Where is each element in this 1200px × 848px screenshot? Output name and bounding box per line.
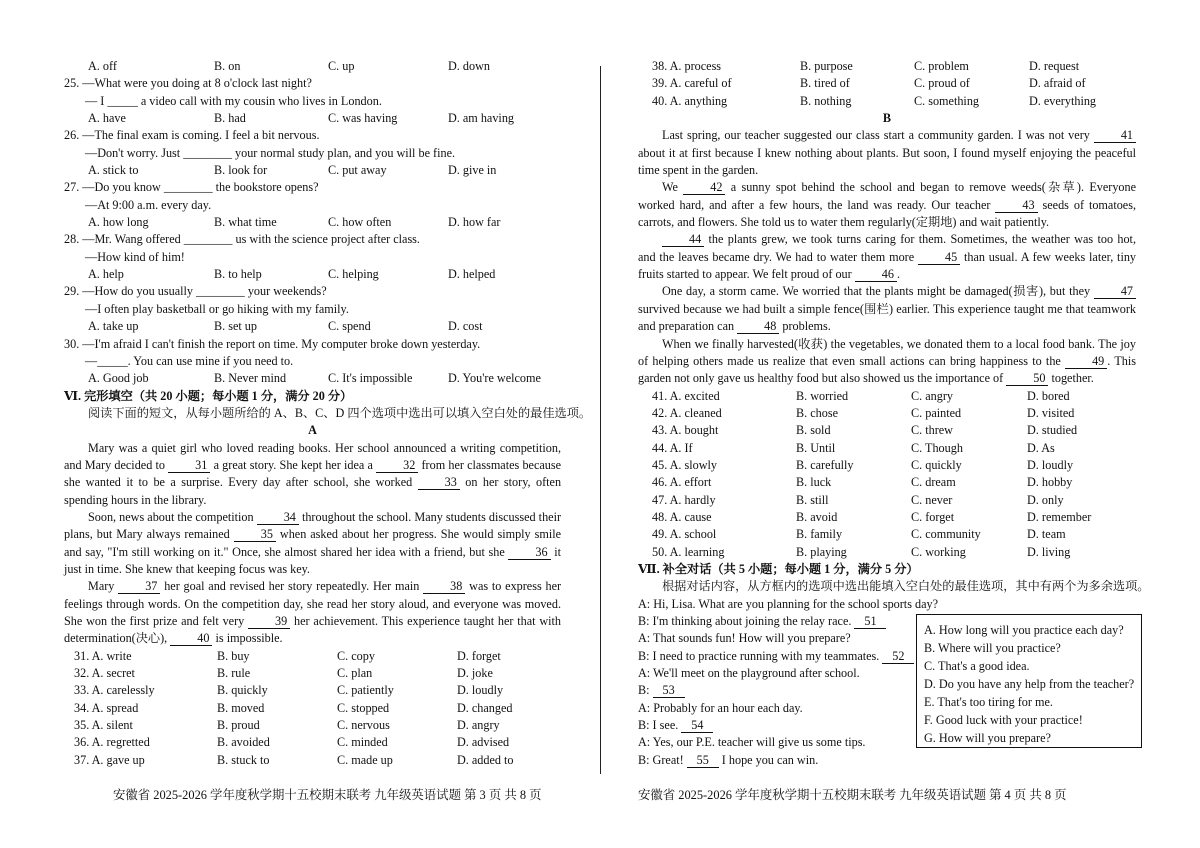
option-b: B. avoided <box>217 735 270 750</box>
dialogue-line: A: Hi, Lisa. What are you planning for the school sports day? <box>638 596 938 611</box>
section7-title: Ⅶ. 补全对话（共 5 小题；每小题 1 分，满分 5 分） <box>638 561 919 576</box>
option-c: C. Though <box>911 440 963 455</box>
option-b: B. luck <box>796 475 832 490</box>
option-d: D. changed <box>457 700 513 715</box>
dialogue-line: B: I'm thinking about joining the relay race. 51 <box>638 613 1136 630</box>
option-b: B. purpose <box>800 59 853 73</box>
blank-46: 46 <box>855 267 897 282</box>
option-d: D. studied <box>1027 423 1078 438</box>
option-a: 50. A. learning <box>652 544 725 559</box>
dialogue-line: B: I see. 54 <box>638 717 1136 734</box>
option-a: 43. A. bought <box>652 423 719 438</box>
question-text: 28. —Mr. Wang offered ________ us with the science project after class. <box>64 232 420 247</box>
response-text: —At 9:00 a.m. every day. <box>85 197 212 212</box>
option-c: C. It's impossible <box>328 371 413 386</box>
option-a: 37. A. gave up <box>74 752 145 767</box>
option-a: 49. A. school <box>652 527 717 542</box>
option-b: B. family <box>796 527 843 542</box>
footer-right: 安徽省 2025-2026 学年度秋学期十五校期末联考 九年级英语试题 第 4 页 共 8 页 <box>638 788 1067 802</box>
option-c: C. spend <box>328 319 371 334</box>
option-c: C. copy <box>337 648 375 663</box>
response-text: —Don't worry. Just ________ your normal study plan, and you will be fine. <box>85 145 456 160</box>
response-text: —I often play basketball or go hiking with my family. <box>85 301 349 316</box>
section6-title: Ⅵ. 完形填空（共 20 小题；每小题 1 分，满分 20 分） <box>64 388 353 403</box>
response-text: —_____. You can use mine if you need to. <box>85 353 294 368</box>
cloze-option-row <box>638 422 1136 439</box>
option-a: 41. A. excited <box>652 388 720 403</box>
option-d: D. angry <box>457 718 500 733</box>
left-page <box>64 58 592 769</box>
option-d: D. everything <box>1029 93 1097 108</box>
option-b: B. Never mind <box>214 371 287 386</box>
question-text: 27. —Do you know ________ the bookstore opens? <box>64 180 319 195</box>
option-b: B. chose <box>796 405 838 420</box>
passage-b-para-5: When we finally harvested(收获) the vegetables, we donated them to a local food bank. The joy of helping others made us realize that even small actions can bring happiness to the 49 . This garden not only gave us healthy food but also showed us the importance of 50 together. <box>638 336 1136 386</box>
footer-left: 安徽省 2025-2026 学年度秋学期十五校期末联考 九年级英语试题 第 3 页 共 8 页 <box>113 788 542 802</box>
blank-43: 43 <box>995 198 1037 213</box>
passage-b-para-3: 44 the plants grew, we took turns caring for them. Sometimes, the weather was too hot, and the leaves became dry. We had to water them more 45 than usual. A few weeks later, tiny fruits started to appear. We felt proud of our 46 . <box>638 232 1137 282</box>
question-text: 30. —I'm afraid I can't finish the report on time. My computer broke down yesterday. <box>64 336 481 351</box>
section7-instructions: 根据对话内容，从方框内的选项中选出能填入空白处的最佳选项，其中有两个为多余选项。 <box>662 579 1150 594</box>
option-c: C. forget <box>911 509 955 524</box>
option-a: A. help <box>88 267 124 282</box>
passage-b-para-4: One day, a storm came. We worried that the plants might be damaged(损害), but they 47 survived because we had built a simple fence(围栏) earlier. This experience taught me that teamwork and preparation can 48 problems. <box>638 284 1136 334</box>
blank-54: 54 <box>681 718 713 733</box>
dialogue-line: B: I need to practice running with my teammates. 52 <box>638 648 1136 665</box>
cloze-option-row <box>638 526 1136 543</box>
option-c: C. something <box>914 93 980 108</box>
option-b: B. Until <box>796 440 836 455</box>
option-a: A. how long <box>88 215 149 230</box>
blank-50: 50 <box>1006 371 1048 386</box>
cloze-option-row <box>64 648 561 665</box>
option-c: C. threw <box>911 423 953 438</box>
option-a: 40. A. anything <box>652 93 728 108</box>
blank-51: 51 <box>854 614 886 629</box>
option-b: B. buy <box>217 648 250 663</box>
option-b: B. worried <box>796 388 849 403</box>
option-a: 45. A. slowly <box>652 457 718 472</box>
passage-b-label: B <box>882 111 892 126</box>
option-c: C. quickly <box>911 457 962 472</box>
cloze-a-options <box>64 648 561 769</box>
option-d: D. visited <box>1027 405 1075 420</box>
blank-35: 35 <box>234 527 276 542</box>
option-a: A. take up <box>88 319 139 334</box>
option-b: B. sold <box>796 423 831 438</box>
blank-52: 52 <box>882 649 914 664</box>
cloze-option-row <box>638 457 1136 474</box>
question-options <box>64 214 561 231</box>
cloze-a-options-cont <box>638 58 1136 110</box>
option-b: B. look for <box>214 163 268 178</box>
passage-b-para-2: We 42 a sunny spot behind the school and began to remove weeds(杂草). Everyone worked hard, and after a few hours, the land was ready. Our teacher 43 seeds of tomatoes, carrots, and flowers. She told us to water them regularly(定期地) and wait patiently. <box>638 180 1137 230</box>
option-d: D. added to <box>457 752 514 767</box>
option-a: 31. A. write <box>74 648 132 663</box>
option-c: C. was having <box>328 111 398 126</box>
option-d: D. helped <box>448 267 496 282</box>
cloze-b-options <box>638 388 1136 561</box>
question-text: 25. —What were you doing at 8 o'clock last night? <box>64 76 312 91</box>
blank-42: 42 <box>683 180 725 195</box>
option-c: C. angry <box>911 388 953 403</box>
option-b: B. proud <box>217 718 260 733</box>
option-c: C. painted <box>911 405 962 420</box>
cloze-option-row <box>638 388 1136 405</box>
option-d: D. how far <box>448 215 501 230</box>
option-b: B. moved <box>217 700 265 715</box>
option-b: B. rule <box>217 666 251 681</box>
box-option: C. That's a good idea. <box>924 659 1030 673</box>
option-d: D. am having <box>448 111 515 126</box>
question-text: 29. —How do you usually ________ your weekends? <box>64 284 327 299</box>
option-b: B. carefully <box>796 457 854 472</box>
option-c: C. never <box>911 492 953 507</box>
option-a: 42. A. cleaned <box>652 405 722 420</box>
option-a: 46. A. effort <box>652 475 712 490</box>
box-option: D. Do you have any help from the teacher? <box>924 677 1135 691</box>
option-d: D. team <box>1027 527 1066 542</box>
blank-44: 44 <box>662 232 704 247</box>
dialogue-line: A: That sounds fun! How will you prepare? <box>638 631 851 646</box>
cloze-option-row <box>64 734 561 751</box>
passage-a-label: A <box>308 423 317 438</box>
section6-instructions: 阅读下面的短文，从每小题所给的 A、B、C、D 四个选项中选出可以填入空白处的最佳选项。 <box>88 405 592 420</box>
option-c: C. made up <box>337 752 393 767</box>
question-options <box>64 266 561 283</box>
option-d: D. advised <box>457 735 510 750</box>
blank-55: 55 <box>687 753 719 768</box>
option-d: D. living <box>1027 544 1071 559</box>
mc-questions <box>64 75 561 387</box>
blank-36: 36 <box>508 545 550 560</box>
option-b: B. to help <box>214 267 262 282</box>
cloze-option-row <box>638 474 1136 491</box>
cloze-option-row <box>638 509 1136 526</box>
option-c: C. patiently <box>337 683 394 698</box>
option-b: B. what time <box>214 215 277 230</box>
option-d: D. loudly <box>1027 457 1074 472</box>
blank-39: 39 <box>248 614 290 629</box>
box-option: B. Where will you practice? <box>924 641 1061 655</box>
option-d: D. hobby <box>1027 475 1073 490</box>
passage-a-para-1: Mary was a quiet girl who loved reading books. Her school announced a writing competition, and Mary decided to 31 a great story. She kept her idea a 32 from her classmates because she wanted it to be a surprise. Every day after school, she worked 33 on her story, often spending hours in the library. <box>64 440 562 507</box>
option-c: C. dream <box>911 475 956 490</box>
cloze-option-row <box>64 700 561 717</box>
blank-37: 37 <box>118 579 160 594</box>
option-a: A. Good job <box>88 371 149 386</box>
option-c: C. proud of <box>914 76 970 91</box>
option-d: D. loudly <box>457 683 504 698</box>
dialogue-line: A: Probably for an hour each day. <box>638 700 803 715</box>
option-c: C. problem <box>914 59 969 73</box>
option-b: B. had <box>214 111 246 126</box>
option-b: B. still <box>796 492 829 507</box>
option-c: C. plan <box>337 666 373 681</box>
response-text: —How kind of him! <box>85 249 185 264</box>
question-options <box>64 370 561 387</box>
option-c: C. working <box>911 544 966 559</box>
dialogue-line: B: Great! 55 I hope you can win. <box>638 752 819 767</box>
option-d: D. As <box>1027 440 1055 455</box>
box-option: A. How long will you practice each day? <box>924 623 1124 637</box>
option-a: 38. A. process <box>652 59 722 73</box>
option-c: C. minded <box>337 735 388 750</box>
question-options <box>64 162 561 179</box>
box-option: E. That's too tiring for me. <box>924 695 1053 709</box>
cloze-option-row <box>64 717 561 734</box>
blank-34: 34 <box>257 510 299 525</box>
question-options <box>64 110 561 127</box>
option-a: 35. A. silent <box>74 718 133 733</box>
option-d: D. request <box>1029 59 1080 73</box>
response-text: — I _____ a video call with my cousin who lives in London. <box>85 93 382 108</box>
cloze-option-row <box>638 75 1136 92</box>
options-box <box>916 614 1142 748</box>
option-d: D. only <box>1027 492 1064 507</box>
question-text: 26. —The final exam is coming. I feel a bit nervous. <box>64 128 320 143</box>
cloze-option-row <box>638 93 1136 110</box>
blank-31: 31 <box>168 458 210 473</box>
option-d: D. bored <box>1027 388 1070 403</box>
page-divider <box>600 66 601 774</box>
option-a: 47. A. hardly <box>652 492 716 507</box>
option-a: 33. A. carelessly <box>74 683 155 698</box>
cloze-option-row <box>638 440 1136 457</box>
cloze-option-row <box>638 405 1136 422</box>
blank-53: 53 <box>653 683 685 698</box>
question-options <box>64 318 561 335</box>
passage-a-para-3: Mary 37 her goal and revised her story repeatedly. Her main 38 was to express her feelings through words. On the competition day, she read her story aloud, and everyone was moved. She won the first prize and felt very 39 her achievement. This experience taught her that with determination(决心), 40 is impossible. <box>64 579 562 646</box>
option-b: B. quickly <box>217 683 268 698</box>
option-d: D. joke <box>457 666 493 681</box>
cloze-option-row <box>64 665 561 682</box>
cloze-option-row <box>64 752 561 769</box>
option-b: B. tired of <box>800 76 850 91</box>
option-b: B. playing <box>796 544 847 559</box>
option-a: 44. A. If <box>652 440 693 455</box>
blank-48: 48 <box>737 319 779 334</box>
cloze-option-row <box>638 492 1136 509</box>
dialogue-line: A: We'll meet on the playground after school. <box>638 666 860 681</box>
blank-47: 47 <box>1094 284 1136 299</box>
option-a: A. stick to <box>88 163 139 178</box>
option-c: C. community <box>911 527 981 542</box>
option-a: 48. A. cause <box>652 509 712 524</box>
blank-45: 45 <box>918 250 960 265</box>
blank-32: 32 <box>376 458 418 473</box>
cloze-option-row <box>64 682 561 699</box>
box-option: G. How will you prepare? <box>924 731 1051 745</box>
option-d: D. forget <box>457 648 501 663</box>
option-a: 34. A. spread <box>74 700 139 715</box>
passage-a-para-2: Soon, news about the competition 34 throughout the school. Many students discussed their plans, but Mary always remained 35 when asked about her progress. She would simply smile and say, "I'm still working on it." Once, she almost shared her idea with a friend, but she 36 it just in time. She knew that keeping focus was key. <box>64 509 562 576</box>
option-b: B. set up <box>214 319 257 334</box>
blank-33: 33 <box>418 475 460 490</box>
cloze-option-row <box>638 58 1136 75</box>
option-d: D. You're welcome <box>448 371 541 386</box>
option-d: D. afraid of <box>1029 76 1086 91</box>
box-option: F. Good luck with your practice! <box>924 713 1083 727</box>
option-c: C. helping <box>328 267 379 282</box>
blank-40: 40 <box>170 631 212 646</box>
blank-49: 49 <box>1065 354 1107 369</box>
option-a: 39. A. careful of <box>652 76 732 91</box>
option-b: B. avoid <box>796 509 838 524</box>
option-c: C. nervous <box>337 718 390 733</box>
option-d: D. remember <box>1027 509 1092 524</box>
option-c: C. how often <box>328 215 392 230</box>
option-c: C. stopped <box>337 700 390 715</box>
cloze-option-row <box>638 544 1136 561</box>
option-d: D. cost <box>448 319 483 334</box>
dialogue-line: B: 53 <box>638 682 1136 699</box>
option-b: B. stuck to <box>217 752 270 767</box>
q24-options: A. off B. on C. up D. down <box>88 59 490 73</box>
option-a: 36. A. regretted <box>74 735 150 750</box>
passage-b-para-1: Last spring, our teacher suggested our class start a community garden. I was not very 41 about it at first because I knew nothing about plants. But soon, I found myself enjoying the peaceful time spent in the garden. <box>638 128 1136 178</box>
blank-38: 38 <box>423 579 465 594</box>
option-b: B. nothing <box>800 93 852 108</box>
option-a: A. have <box>88 111 126 126</box>
blank-41: 41 <box>1094 128 1136 143</box>
dialogue-line: A: Yes, our P.E. teacher will give us some tips. <box>638 735 866 750</box>
option-d: D. give in <box>448 163 497 178</box>
option-c: C. put away <box>328 163 387 178</box>
option-a: 32. A. secret <box>74 666 135 681</box>
